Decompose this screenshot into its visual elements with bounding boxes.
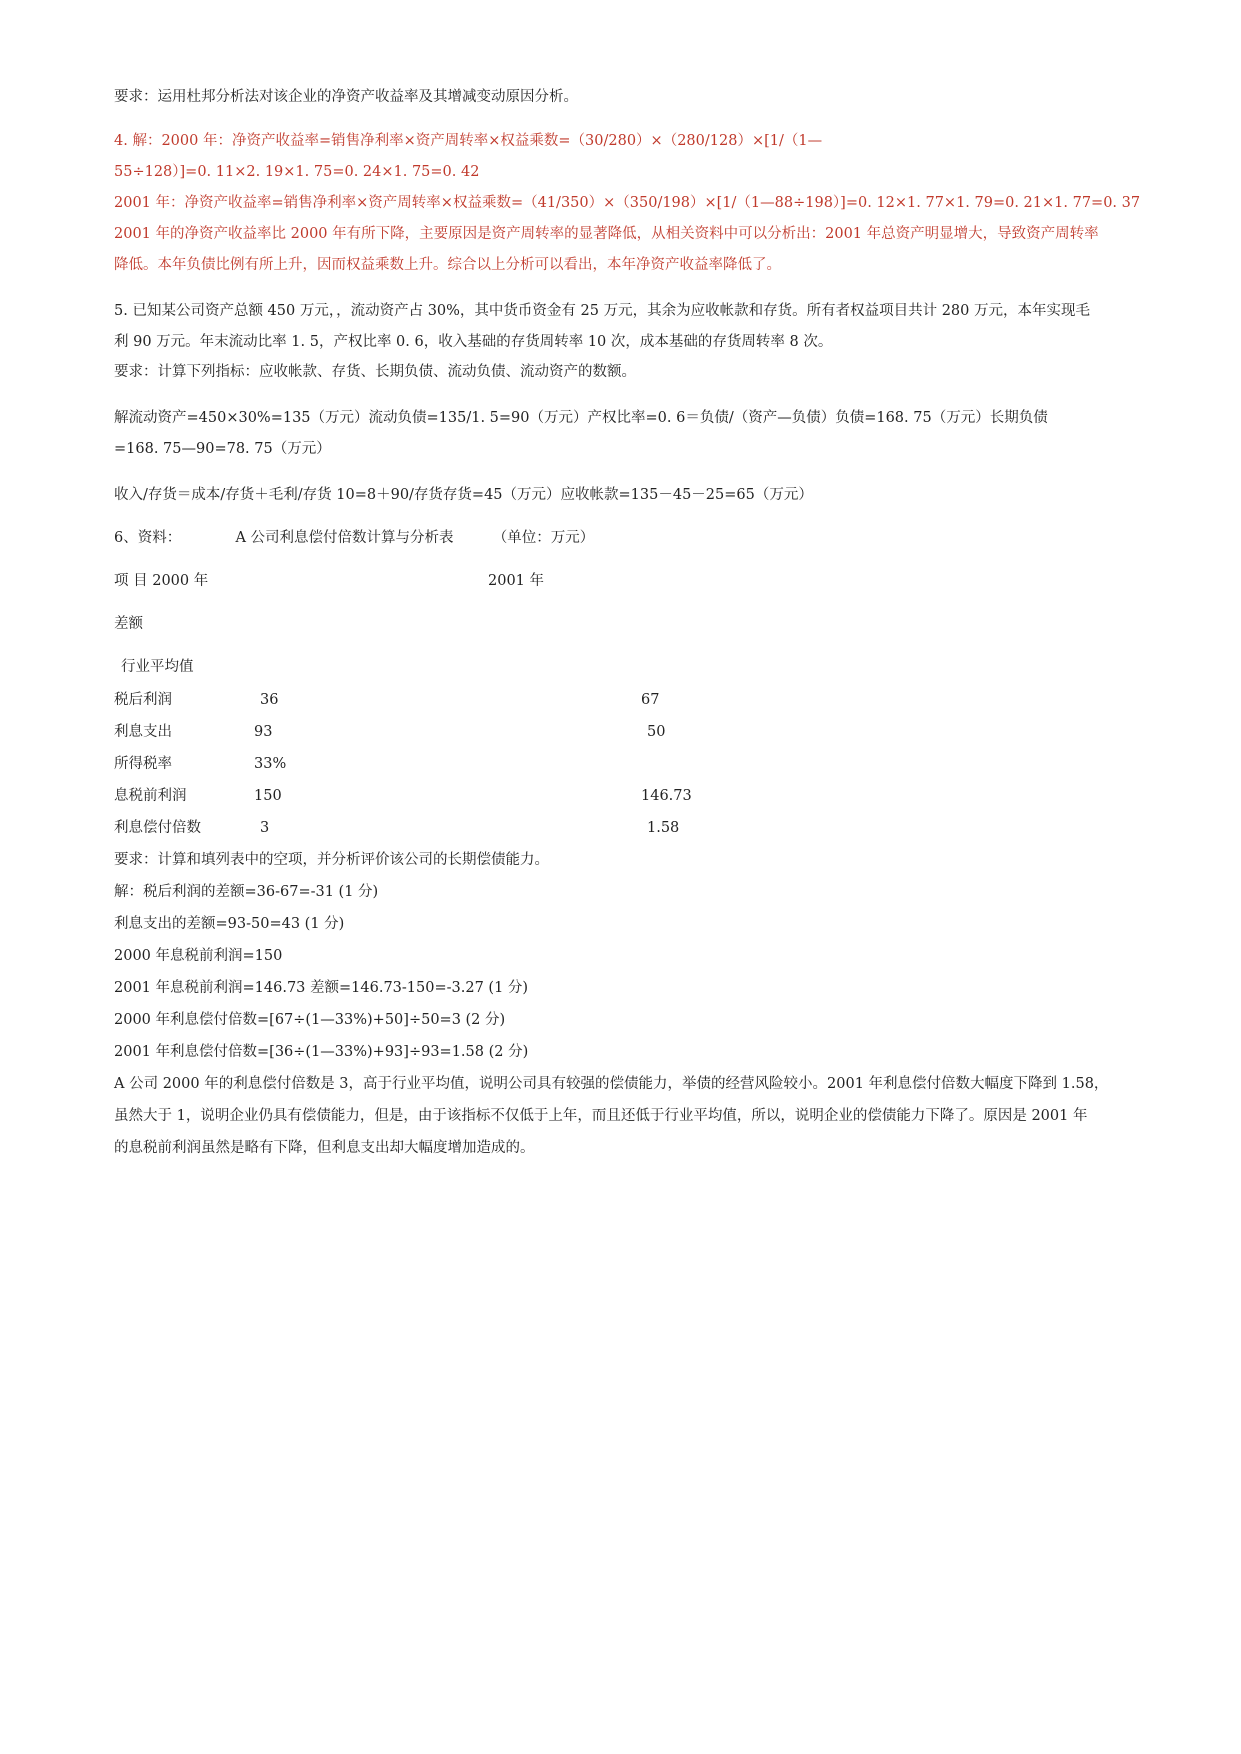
- q3-requirement: 要求：运用杜邦分析法对该企业的净资产收益率及其增减变动原因分析。: [114, 89, 578, 105]
- row-value-2001: 50: [647, 724, 666, 740]
- q6-solution-line: 2001 年息税前利润=146.73 差额=146.73-150=-3.27 (1 分): [114, 980, 529, 996]
- row-label: 税后利润: [114, 692, 172, 708]
- q6-header-avg: 行业平均值: [121, 659, 194, 675]
- q6-solution-line: 2000 年息税前利润=150: [114, 948, 283, 964]
- q6-requirement: 要求：计算和填列表中的空项，并分析评价该公司的长期偿债能力。: [114, 852, 549, 868]
- row-value-2000: 150: [254, 788, 282, 804]
- row-value-2001: 146.73: [641, 788, 692, 804]
- q6-solution-line: 2000 年利息偿付倍数=[67÷(1—33%)+50]÷50=3 (2 分): [114, 1012, 506, 1028]
- q6-analysis-line: 的息税前利润虽然是略有下降，但利息支出却大幅度增加造成的。: [114, 1140, 535, 1156]
- q6-table-header: [114, 571, 208, 591]
- q6-solution-line: 解：税后利润的差额=36-67=-31 (1 分): [114, 884, 379, 900]
- q4-solution-line-1: 4. 解：2000 年：净资产收益率=销售净利率×资产周转率×权益乘数=（30/280）×（280/128）×[1/（1—: [114, 133, 823, 149]
- q5-solution-line-1: 解流动资产=450×30%=135（万元）流动负债=135/1. 5=90（万元）产权比率=0. 6＝负债/（资产—负债）负债=168. 75（万元）长期负债: [114, 410, 1048, 426]
- q6-heading: [114, 528, 594, 548]
- row-label: 所得税率: [114, 756, 172, 772]
- row-value-2000: 93: [254, 724, 273, 740]
- q6-solution-line: 利息支出的差额=93-50=43 (1 分): [114, 916, 345, 932]
- row-value-2001: 1.58: [647, 820, 680, 836]
- row-label: 息税前利润: [114, 788, 187, 804]
- q5-problem-line-2: 利 90 万元。年末流动比率 1. 5，产权比率 0. 6，收入基础的存货周转率 10 次，成本基础的存货周转率 8 次。: [114, 334, 833, 350]
- q6-header-diff: 差额: [114, 616, 143, 632]
- q6-label: 6、资料：: [114, 530, 182, 546]
- q6-table-title: A 公司利息偿付倍数计算与分析表: [235, 530, 454, 546]
- row-value-2000: 3: [260, 820, 270, 836]
- q4-solution-line-2: 55÷128）]=0. 11×2. 19×1. 75=0. 24×1. 75=0. 42: [114, 164, 480, 180]
- q6-analysis-line: 虽然大于 1，说明企业仍具有偿债能力，但是，由于该指标不仅低于上年，而且还低于行业平均值，所以，说明企业的偿债能力下降了。原因是 2001 年: [114, 1108, 1088, 1124]
- row-label: 利息偿付倍数: [114, 820, 201, 836]
- row-value-2000: 33%: [254, 756, 287, 772]
- row-label: 利息支出: [114, 724, 172, 740]
- q5-solution-line-3: 收入/存货＝成本/存货＋毛利/存货 10=8＋90/存货存货=45（万元）应收帐款=135－45－25=65（万元）: [114, 487, 813, 503]
- q6-header-item: 项 目 2000 年: [114, 573, 209, 589]
- row-value-2000: 36: [260, 692, 279, 708]
- q6-unit: （单位：万元）: [492, 530, 595, 546]
- q6-analysis-line: A 公司 2000 年的利息偿付倍数是 3，高于行业平均值，说明公司具有较强的偿债能力，举债的经营风险较小。2001 年利息偿付倍数大幅度下降到 1.58，: [114, 1076, 1109, 1092]
- q5-requirement: 要求：计算下列指标：应收帐款、存货、长期负债、流动负债、流动资产的数额。: [114, 364, 636, 380]
- q5-problem-line-1: 5. 已知某公司资产总额 450 万元，，流动资产占 30%，其中货币资金有 25 万元，其余为应收帐款和存货。所有者权益项目共计 280 万元，本年实现毛: [114, 303, 1090, 319]
- q6-solution-line: 2001 年利息偿付倍数=[36÷(1—33%)+93]÷93=1.58 (2 分): [114, 1044, 529, 1060]
- q4-solution-line-3: 2001 年：净资产收益率=销售净利率×资产周转率×权益乘数=（41/350）×（350/198）×[1/（1—88÷198）]=0. 12×1. 77×1. 79=0. 21×1. 77=0. 37: [114, 195, 1141, 211]
- q6-header-2001: 2001 年: [488, 573, 545, 589]
- row-value-2001: 67: [641, 692, 660, 708]
- q5-solution-line-2: =168. 75—90=78. 75（万元）: [114, 441, 331, 457]
- q4-analysis-line-1: 2001 年的净资产收益率比 2000 年有所下降，主要原因是资产周转率的显著降低，从相关资料中可以分析出：2001 年总资产明显增大，导致资产周转率: [114, 226, 1099, 242]
- q4-analysis-line-2: 降低。本年负债比例有所上升，因而权益乘数上升。综合以上分析可以看出，本年净资产收益率降低了。: [114, 257, 781, 273]
